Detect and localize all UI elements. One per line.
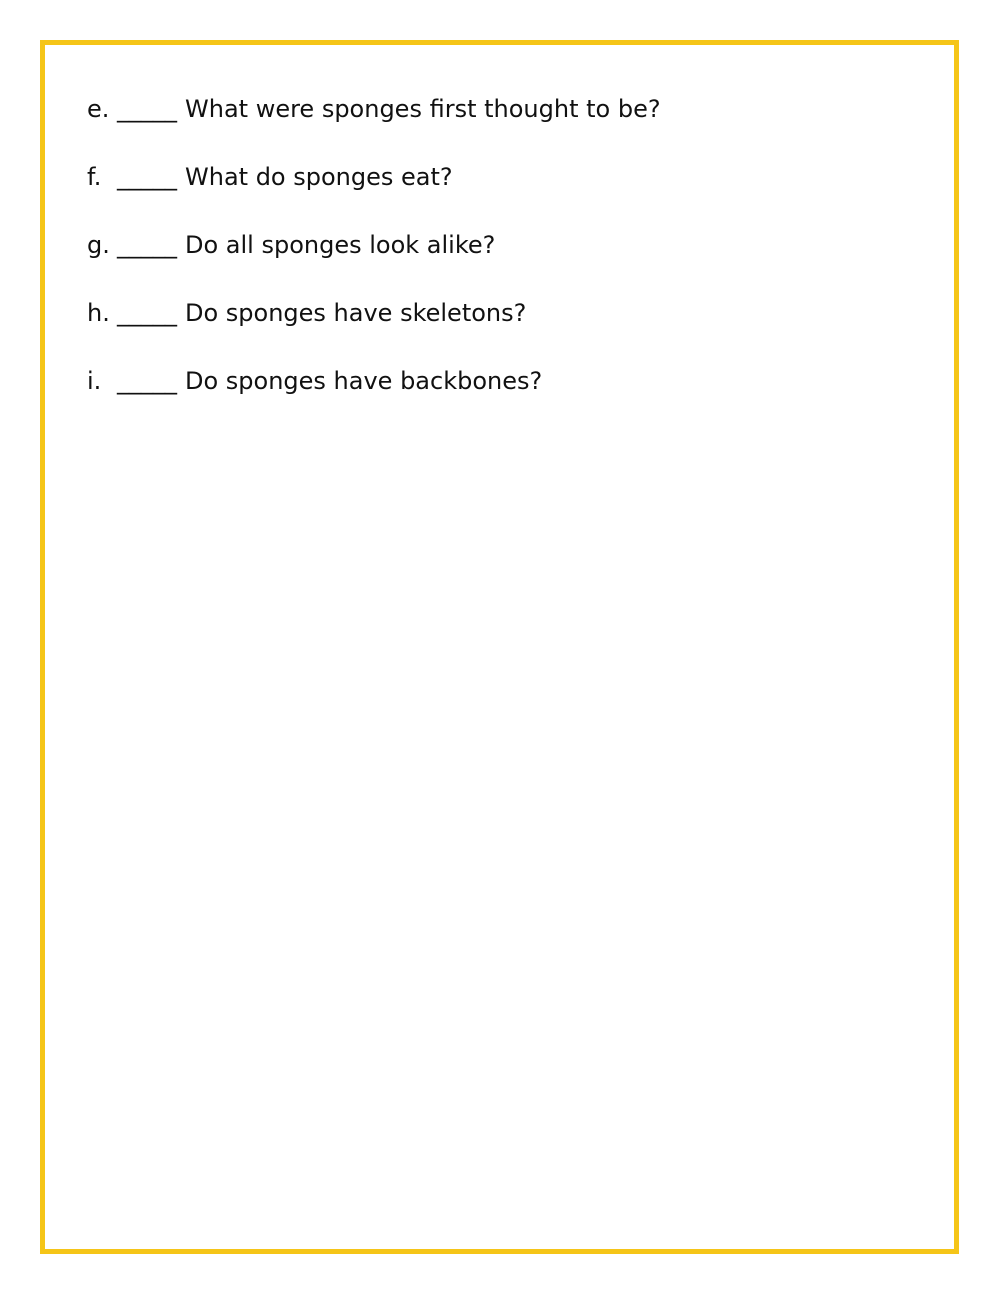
question-letter: e. [87, 95, 110, 123]
question-item-h [87, 296, 661, 364]
question-item-g [87, 228, 661, 296]
question-item-f [87, 160, 661, 228]
answer-blank: _____ [117, 231, 177, 259]
question-text: What were sponges first thought to be? [185, 95, 661, 123]
question-letter: i. [87, 367, 102, 395]
question-text: Do all sponges look alike? [185, 231, 496, 259]
question-text: Do sponges have skeletons? [185, 299, 527, 327]
question-list [87, 92, 661, 432]
question-item-e [87, 92, 661, 160]
question-letter: g. [87, 231, 110, 259]
answer-blank: _____ [117, 367, 177, 395]
question-letter: h. [87, 299, 110, 327]
answer-blank: _____ [117, 163, 177, 191]
question-text: Do sponges have backbones? [185, 367, 543, 395]
answer-blank: _____ [117, 299, 177, 327]
question-letter: f. [87, 163, 102, 191]
question-item-i [87, 364, 661, 432]
question-text: What do sponges eat? [185, 163, 453, 191]
answer-blank: _____ [117, 95, 177, 123]
